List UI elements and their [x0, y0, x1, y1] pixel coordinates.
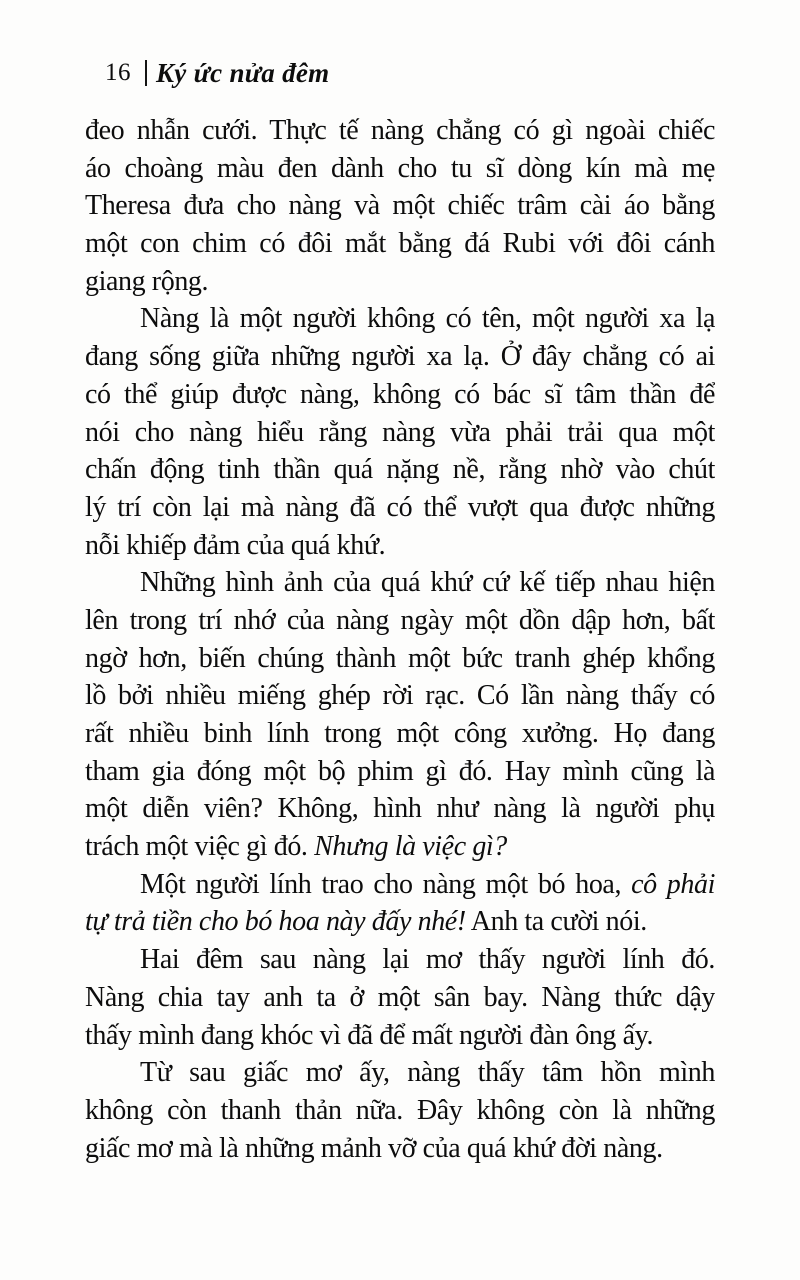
- text-line: [85, 1092, 715, 1130]
- body-text: ngờ hơn, biến chúng thành một bức tranh ghép khổng: [85, 642, 715, 674]
- page-header: [105, 56, 329, 90]
- body-text: áo choàng màu đen dành cho tu sĩ dòng kín mà mẹ: [85, 152, 715, 184]
- text-line: [85, 753, 715, 791]
- text-line: [85, 414, 715, 452]
- text-line: [85, 300, 715, 338]
- body-text: tham gia đóng một bộ phim gì đó. Hay mình cũng là: [85, 755, 715, 787]
- text-line: [85, 866, 715, 904]
- text-line: [85, 1017, 715, 1055]
- text-line: [85, 677, 715, 715]
- text-line: [85, 451, 715, 489]
- text-line: [85, 263, 715, 301]
- text-line: [85, 828, 715, 866]
- italic-text: cô phải: [631, 868, 715, 900]
- text-line: [85, 1054, 715, 1092]
- body-text: đang sống giữa những người xa lạ. Ở đây chẳng có ai: [85, 341, 715, 373]
- italic-text: Nhưng là việc gì?: [314, 831, 507, 863]
- text-line: [85, 187, 715, 225]
- body-text: Theresa đưa cho nàng và một chiếc trâm cài áo bằng: [85, 190, 715, 222]
- body-text: Một người lính trao cho nàng một bó hoa,: [140, 868, 632, 900]
- text-line: [85, 225, 715, 263]
- body-text: một diễn viên? Không, hình như nàng là người phụ: [85, 793, 715, 825]
- body-text: không còn thanh thản nữa. Đây không còn là những: [85, 1094, 715, 1126]
- body-text: giấc mơ mà là những mảnh vỡ của quá khứ đời nàng.: [85, 1132, 663, 1164]
- body-text: Anh ta cười nói.: [465, 906, 647, 938]
- text-line: [85, 150, 715, 188]
- text-line: [85, 489, 715, 527]
- body-text: Những hình ảnh của quá khứ cứ kế tiếp nhau hiện: [140, 567, 715, 599]
- body-text: thấy mình đang khóc vì đã để mất người đàn ông ấy.: [85, 1019, 654, 1051]
- italic-text: tự trả tiền cho bó hoa này đấy nhé!: [85, 906, 466, 938]
- text-line: [85, 376, 715, 414]
- body-text: trách một việc gì đó.: [85, 831, 315, 863]
- text-line: [85, 527, 715, 565]
- text-line: [85, 640, 715, 678]
- body-text: có thể giúp được nàng, không có bác sĩ tâm thần để: [85, 378, 715, 410]
- body-text: lồ bởi nhiều miếng ghép rời rạc. Có lần nàng thấy có: [85, 680, 715, 712]
- text-line: [85, 112, 715, 150]
- body-text: đeo nhẫn cưới. Thực tế nàng chẳng có gì ngoài chiếc: [85, 115, 715, 146]
- body-text: nỗi khiếp đảm của quá khứ.: [85, 529, 386, 561]
- text-line: [85, 979, 715, 1017]
- text-line: [85, 941, 715, 979]
- body-text: rất nhiều binh lính trong một công xưởng. Họ đang: [85, 718, 715, 749]
- body-text: Nàng chia tay anh ta ở một sân bay. Nàng thức dậy: [85, 981, 715, 1013]
- page-body: [85, 112, 715, 1167]
- body-text: chấn động tinh thần quá nặng nề, rằng nhờ vào chút: [85, 454, 715, 486]
- body-text: Hai đêm sau nàng lại mơ thấy người lính đó.: [140, 944, 715, 976]
- page-number: 16: [105, 59, 131, 86]
- body-text: Từ sau giấc mơ ấy, nàng thấy tâm hồn mình: [140, 1057, 715, 1089]
- book-title: Ký ức nửa đêm: [156, 57, 330, 88]
- text-line: [85, 715, 715, 753]
- text-line: [85, 602, 715, 640]
- text-line: [85, 564, 715, 602]
- text-line: [85, 1130, 715, 1168]
- text-line: [85, 338, 715, 376]
- text-line: [85, 903, 715, 941]
- body-text: lên trong trí nhớ của nàng ngày một dồn dập hơn, bất: [85, 604, 715, 636]
- body-text: giang rộng.: [85, 265, 209, 297]
- header-separator-rule: [145, 60, 147, 86]
- body-text: Nàng là một người không có tên, một người xa lạ: [140, 303, 715, 335]
- text-line: [85, 790, 715, 828]
- body-text: lý trí còn lại mà nàng đã có thể vượt qua được những: [85, 491, 715, 523]
- body-text: nói cho nàng hiểu rằng nàng vừa phải trải qua một: [85, 416, 715, 448]
- body-text: một con chim có đôi mắt bằng đá Rubi với đôi cánh: [85, 228, 715, 260]
